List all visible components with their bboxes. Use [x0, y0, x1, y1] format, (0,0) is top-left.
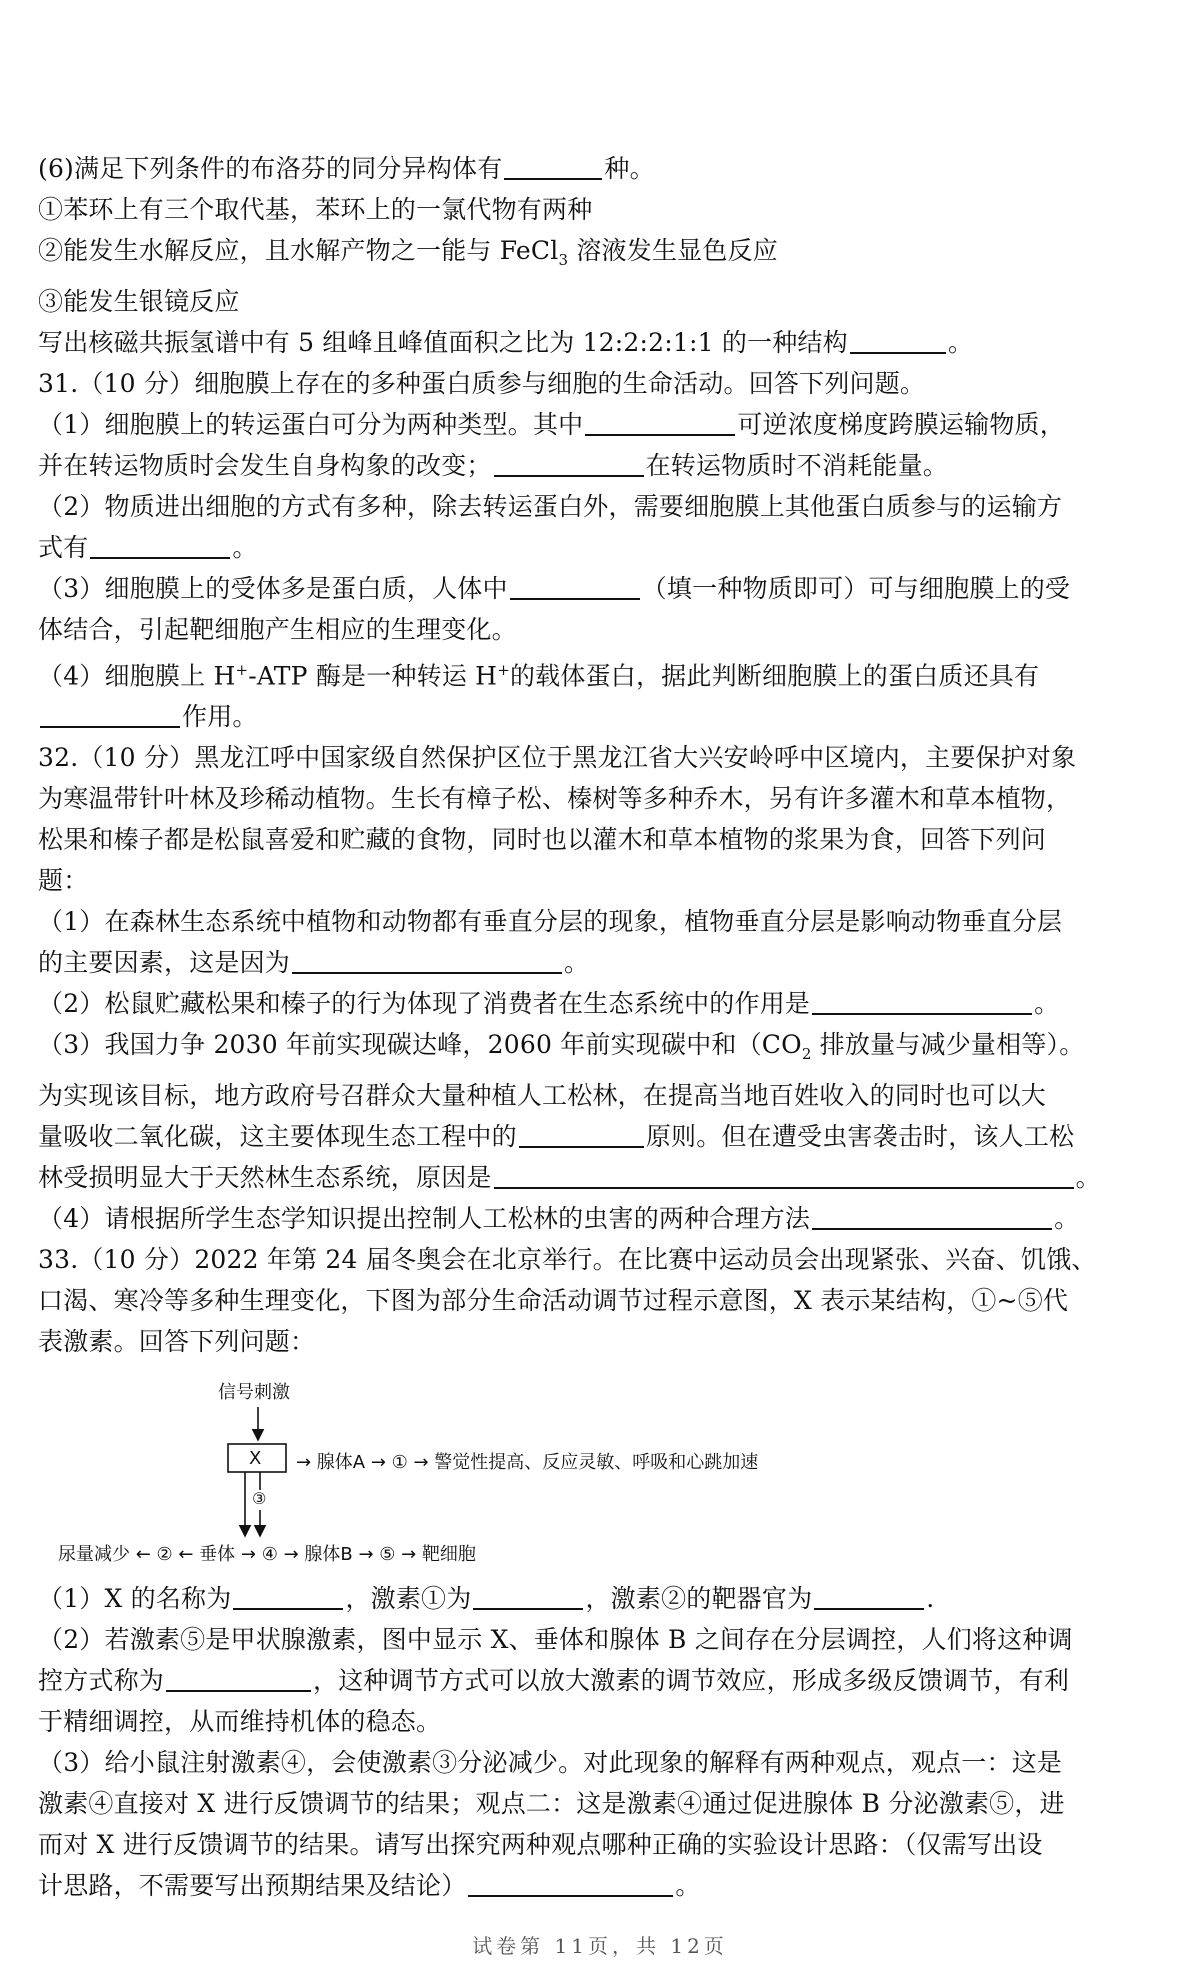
q32-part1-text: 的主要因素，这是因为 [38, 948, 291, 978]
q33-part1-text: （1）X 的名称为 [38, 1584, 232, 1614]
answer-blank[interactable] [40, 700, 180, 728]
answer-blank[interactable] [473, 1582, 583, 1610]
answer-blank[interactable] [504, 152, 602, 180]
q32-part1-cont [38, 942, 1168, 983]
q32-part2-text: （2）松鼠贮藏松果和榛子的行为体现了消费者在生态系统中的作用是 [38, 989, 811, 1019]
q33-part3: （3）给小鼠注射激素④，会使激素③分泌减少。对此现象的解释有两种观点，观点一：这是 [38, 1748, 1063, 1778]
answer-blank[interactable] [468, 1869, 673, 1897]
q31-part3-text: （3）细胞膜上的受体多是蛋白质，人体中 [38, 574, 508, 603]
q32-part3-cont2 [38, 1116, 1168, 1157]
q32-part1: （1）在森林生态系统中植物和动物都有垂直分层的现象，植物垂直分层是影响动物垂直分层 [38, 907, 1063, 937]
answer-blank[interactable] [814, 1582, 924, 1610]
q6-stem-end: 种。 [604, 154, 655, 183]
q6-condition-2 [38, 230, 1168, 281]
q33-heading-1: 33.（10 分）2022 年第 24 届冬奥会在北京举行。在比赛中运动员会出现紧张、兴奋、饥饿、 [38, 1245, 1097, 1275]
q31-part3-text2: （填一种物质即可）可与细胞膜上的受 [641, 574, 1071, 603]
exam-page [38, 148, 1168, 1906]
q6-stem-text: (6)满足下列条件的布洛芬的同分异构体有 [38, 154, 503, 183]
q31-part2: （2）物质进出细胞的方式有多种，除去转运蛋白外，需要细胞膜上其他蛋白质参与的运输方 [38, 492, 1063, 521]
q32-heading-2: 为寒温带针叶林及珍稀动植物。生长有樟子松、榛树等多种乔木，另有许多灌木和草本植物， [38, 784, 1072, 814]
q31-part4-text: （4）细胞膜上 H [38, 661, 236, 691]
q31-part4-text2: -ATP 酶是一种转运 H [248, 661, 498, 691]
q33-part1-text2: ，激素①为 [345, 1584, 472, 1614]
q33-part3-cont1: 激素④直接对 X 进行反馈调节的结果；观点二：这是激素④通过促进腺体 B 分泌激素⑤，进 [38, 1789, 1065, 1819]
q31-part1 [38, 404, 1168, 445]
q6-condition-3: ③能发生银镜反应 [38, 287, 240, 316]
q32-part3-text: （3）我国力争 2030 年前实现碳达峰，2060 年前实现碳中和（CO [38, 1030, 802, 1060]
q33-heading-3: 表激素。回答下列问题： [38, 1327, 316, 1357]
q31-part4-text3: 的载体蛋白，据此判断细胞膜上的蛋白质还具有 [509, 661, 1040, 691]
q32-heading-4: 题： [38, 866, 89, 896]
x-label: X [249, 1448, 262, 1470]
q6-condition-2-text: ②能发生水解反应，且水解产物之一能与 FeCl [38, 236, 559, 265]
q31-part3-cont: 体结合，引起靶细胞产生相应的生理变化。 [38, 615, 517, 644]
q33-part2-text: 控方式称为 [38, 1666, 165, 1696]
superscript: + [235, 661, 249, 679]
signal-label: 信号刺激 [218, 1382, 290, 1404]
q33-heading-2: 口渴、寒冷等多种生理变化，下图为部分生命活动调节过程示意图，X 表示某结构，①~⑤代 [38, 1286, 1069, 1316]
q33-part3-text: 计思路，不需要写出预期结果及结论） [38, 1871, 467, 1901]
q31-part3 [38, 568, 1168, 609]
q33-part2-text2: ，这种调节方式可以放大激素的调节效应，形成多级反馈调节，有利 [313, 1666, 1070, 1696]
subscript: 2 [801, 1045, 812, 1064]
q33-part1-text3: ，激素②的靶器官为 [585, 1584, 813, 1614]
answer-blank[interactable] [494, 1161, 1074, 1189]
answer-blank[interactable] [519, 1120, 644, 1148]
q32-heading-1: 32.（10 分）黑龙江呼中国家级自然保护区位于黑龙江省大兴安岭呼中区境内，主要保护对象 [38, 743, 1077, 773]
q31-part4-end: 作用。 [182, 702, 258, 732]
q32-part3-text5: 林受损明显大于天然林生态系统，原因是 [38, 1163, 492, 1193]
q31-part2-cont [38, 527, 1168, 568]
answer-blank[interactable] [233, 1582, 343, 1610]
q31-heading: 31.（10 分）细胞膜上存在的多种蛋白质参与细胞的生命活动。回答下列问题。 [38, 369, 926, 398]
q32-part3-text3: 量吸收二氧化碳，这主要体现生态工程中的 [38, 1122, 517, 1152]
hormone3-label: ③ [252, 1489, 267, 1509]
diagram-row1: → 腺体A → ① → 警觉性提高、反应灵敏、呼吸和心跳加速 [296, 1452, 759, 1474]
answer-blank[interactable] [812, 1202, 1052, 1230]
answer-blank[interactable] [90, 531, 230, 559]
q31-part1-text: （1）细胞膜上的转运蛋白可分为两种类型。其中 [38, 410, 584, 439]
q32-part3-cont3 [38, 1157, 1168, 1198]
answer-blank[interactable] [585, 408, 735, 436]
answer-blank[interactable] [166, 1664, 311, 1692]
q33-part3-cont3 [38, 1865, 1168, 1906]
superscript: + [497, 661, 510, 679]
diagram-row2: 尿量减少 ← ② ← 垂体 → ④ → 腺体B → ⑤ → 靶细胞 [58, 1544, 476, 1566]
q33-part2: （2）若激素⑤是甲状腺激素，图中显示 X、垂体和腺体 B 之间存在分层调控，人们将这种调 [38, 1625, 1073, 1655]
q31-part1-cont [38, 445, 1168, 486]
q31-part4 [38, 650, 1168, 696]
q32-heading-3: 松果和榛子都是松鼠喜爱和贮藏的食物，同时也以灌木和草本植物的浆果为食，回答下列问 [38, 825, 1047, 855]
q32-part2-end: 。 [1034, 989, 1060, 1019]
q32-part3-cont1: 为实现该目标，地方政府号召群众大量种植人工松林，在提高当地百姓收入的同时也可以大 [38, 1081, 1047, 1111]
page-footer: 试卷第 11页，共 12页 [472, 1934, 728, 1958]
q6-stem [38, 148, 1168, 189]
q31-part2-text: 式有 [38, 533, 89, 562]
answer-blank[interactable] [292, 946, 562, 974]
q33-part1-end: . [926, 1584, 935, 1614]
q6-write-text: 写出核磁共振氢谱中有 5 组峰且峰值面积之比为 12:2:2:1:1 的一种结构 [38, 328, 848, 357]
q32-part3-end: 。 [1075, 1163, 1101, 1193]
q31-part1-text2: 可逆浓度梯度跨膜运输物质， [737, 410, 1065, 439]
q33-part1 [38, 1578, 1168, 1619]
q31-part1-text3: 并在转运物质时会发生自身构象的改变； [38, 451, 492, 480]
q32-part4-text: （4）请根据所学生态学知识提出控制人工松林的虫害的两种合理方法 [38, 1204, 811, 1234]
q32-part3-text2: 排放量与减少量相等）。 [811, 1030, 1085, 1060]
q6-write-end: 。 [947, 328, 974, 357]
q32-part1-end: 。 [564, 948, 590, 978]
subscript: 3 [558, 251, 569, 269]
q33-part3-end: 。 [675, 1871, 701, 1901]
answer-blank[interactable] [812, 987, 1032, 1015]
q33-part2-cont [38, 1660, 1168, 1701]
q6-condition-2-end: 溶液发生显色反应 [568, 236, 778, 265]
q32-part4 [38, 1198, 1168, 1239]
q6-write [38, 322, 1168, 363]
regulation-diagram [38, 1372, 1168, 1572]
answer-blank[interactable] [494, 449, 644, 477]
q32-part3 [38, 1024, 1168, 1075]
answer-blank[interactable] [510, 572, 640, 600]
q32-part4-end: 。 [1054, 1204, 1080, 1234]
q32-part2 [38, 983, 1168, 1024]
q33-part2-cont2: 于精细调控，从而维持机体的稳态。 [38, 1707, 442, 1737]
q31-part4-cont [38, 696, 1168, 737]
q33-part3-cont2: 而对 X 进行反馈调节的结果。请写出探究两种观点哪种正确的实验设计思路：（仅需写出设 [38, 1830, 1043, 1860]
q31-part2-end: 。 [232, 533, 258, 562]
q32-part3-text4: 原则。但在遭受虫害袭击时，该人工松 [645, 1122, 1075, 1152]
answer-blank[interactable] [850, 326, 946, 354]
q6-condition-1: ①苯环上有三个取代基，苯环上的一氯代物有两种 [38, 195, 593, 224]
q31-part1-text4: 在转运物质时不消耗能量。 [645, 451, 949, 480]
